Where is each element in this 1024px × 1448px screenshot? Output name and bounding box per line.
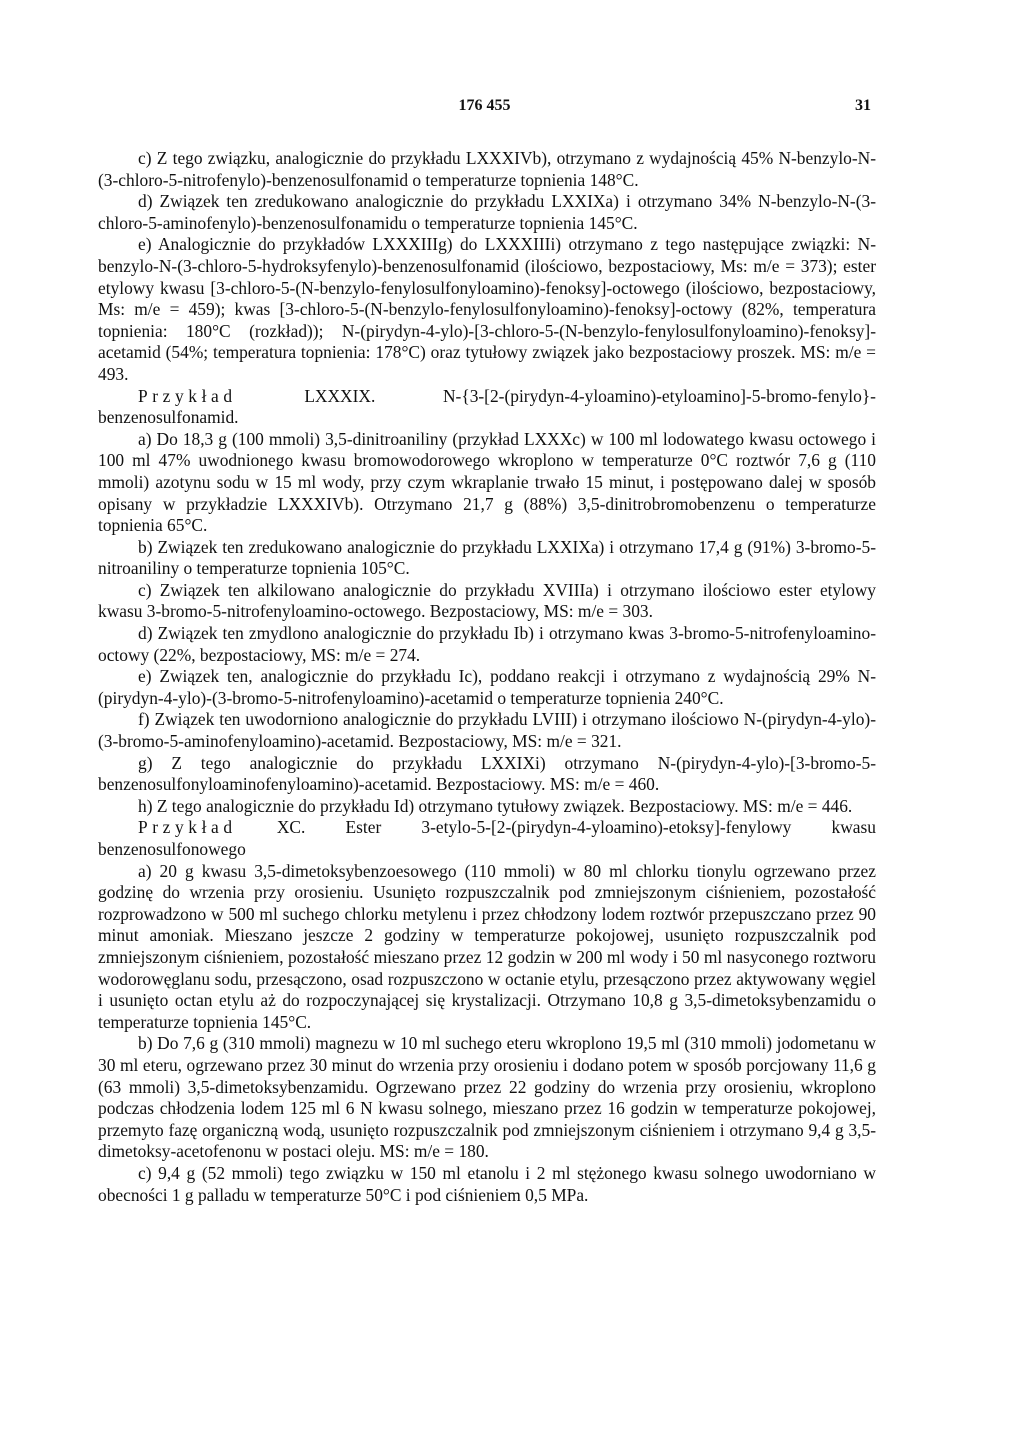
example-90-step-c: c) 9,4 g (52 mmoli) tego związku w 150 ml etanolu i 2 ml stężonego kwasu solnego uwodorniano w obecności 1 g palladu w temperaturze 50°C i pod ciśnieniem 0,5 MPa.: [98, 1162, 876, 1205]
page-header: [98, 97, 871, 121]
example-90-title: Ester 3-etylo-5-[2-(pirydyn-4-yloamino)-etoksy]-fenylowy kwasu benzenosulfonowego: [98, 817, 876, 859]
paragraph-d: d) Związek ten zredukowano analogicznie do przykładu LXXIXa) i otrzymano 34% N-benzylo-N-(3-chloro-5-aminofenylo)-benzenosulfonamidu o temperaturze topnienia 145°C.: [98, 191, 876, 233]
example-89-label: Przykład: [138, 385, 237, 406]
example-89-step-c: c) Związek ten alkilowano analogicznie do przykładu XVIIIa) i otrzymano ilościowo ester etylowy kwasu 3-bromo-5-nitrofenyloamino-octowego. Bezpostaciowy, MS: m/e = 303.: [98, 579, 876, 622]
example-90-step-a: a) 20 g kwasu 3,5-dimetoksybenzoesowego (110 mmoli) w 80 ml chlorku tionylu ogrzewano przez godzinę do wrzenia przy orosieniu. Usunięto rozpuszczalnik pod zmniejszonym ciśnieniem, pozostałość rozprowadzono w 500 ml suchego chlorku metylenu i przez chłodzony lodem roztwór przepuszczano przez 90 minut amoniak. Mieszano jeszcze 2 godziny w temperaturze pokojowej, usunięto rozpuszczalnik pod zmniejszonym ciśnieniem, pozostałość mieszano przez 12 godzin w 200 ml wody i 50 ml nasyconego roztworu wodorowęglanu sodu, przesączono, osad rozpuszczono w octanie etylu, przesączono przez aktywowany węgiel i usunięto octan etylu aż do rozpoczynającej się krystalizacji. Otrzymano 10,8 g 3,5-dimetoksybenzamidu o temperaturze topnienia 145°C.: [98, 860, 876, 1032]
paragraph-c: c) Z tego związku, analogicznie do przykładu LXXXIVb), otrzymano z wydajnością 45% N-benzylo-N-(3-chloro-5-nitrofenylo)-benzenosulfonamid o temperaturze topnienia 148°C.: [98, 148, 876, 190]
example-89-number: LXXXIX.: [304, 385, 376, 406]
example-90-heading: [98, 817, 876, 860]
example-89-step-b: b) Związek ten zredukowano analogicznie do przykładu LXXIXa) i otrzymano 17,4 g (91%) 3-bromo-5-nitroaniliny o temperaturze topnienia 105°C.: [98, 536, 876, 579]
example-90-number: XC.: [276, 817, 306, 838]
example-89-step-g: g) Z tego analogicznie do przykładu LXXIXi) otrzymano N-(pirydyn-4-ylo)-[3-bromo-5-benzenosulfonyloaminofenyloamino)-acetamid. Bezpostaciowy. MS: m/e = 460.: [98, 752, 876, 795]
example-90-step-b: b) Do 7,6 g (310 mmoli) magnezu w 10 ml suchego eteru wkroplono 19,5 ml (310 mmoli) jodometanu w 30 ml eteru, ogrzewano przez 30 minut do wrzenia przy orosieniu i dodano potem w sposób porcjowany 11,6 g (63 mmoli) 3,5-dimetoksybenzamidu. Ogrzewano przez 22 godziny do wrzenia przy orosieniu, wkroplono podczas chłodzenia lodem 125 ml 6 N kwasu solnego, mieszano przez 16 godzin w temperaturze pokojowej, przemyto fazę organiczną wodą, usunięto rozpuszczalnik pod zmniejszonym ciśnieniem i otrzymano 9,4 g 3,5-dimetoksy-acetofenonu w postaci oleju. MS: m/e = 180.: [98, 1033, 876, 1162]
example-89-heading: [98, 386, 876, 429]
document-body: [98, 148, 876, 1206]
example-89-step-d: d) Związek ten zmydlono analogicznie do przykładu Ib) i otrzymano kwas 3-bromo-5-nitrofenyloamino-octowy (22%, bezpostaciowy, MS: m/e = 274.: [98, 623, 876, 665]
example-89-step-a: a) Do 18,3 g (100 mmoli) 3,5-dinitroaniliny (przykład LXXXc) w 100 ml lodowatego kwasu octowego i 100 ml 47% uwodnionego kwasu bromowodorowego wkroplono w temperaturze 0°C roztwór 7,6 g (110 mmoli) azotynu sodu w 15 ml wody, przy czym wkraplanie trwało 15 minut, i postępowano dalej w sposób opisany w przykładzie LXXXIVb). Otrzymano 21,7 g (88%) 3,5-dinitrobromobenzenu o temperaturze topnienia 65°C.: [98, 428, 876, 536]
example-89-step-f: f) Związek ten uwodorniono analogicznie do przykładu LVIII) i otrzymano ilościowo N-(pirydyn-4-ylo)-(3-bromo-5-aminofenyloamino)-acetamid. Bezpostaciowy, MS: m/e = 321.: [98, 709, 876, 752]
document-number: 176 455: [458, 97, 511, 114]
page-number: 31: [855, 97, 871, 114]
example-89-step-e: e) Związek ten, analogicznie do przykładu Ic), poddano reakcji i otrzymano z wydajnością 29% N-(pirydyn-4-ylo)-(3-bromo-5-nitrofenyloamino)-acetamid o temperaturze topnienia 240°C.: [98, 666, 876, 708]
example-89-step-h: h) Z tego analogicznie do przykładu Id) otrzymano tytułowy związek. Bezpostaciowy. MS: m/e = 446.: [138, 795, 853, 816]
example-89-title: N-{3-[2-(pirydyn-4-yloamino)-etyloamino]-5-bromo-fenylo}-benzenosulfonamid.: [98, 385, 876, 428]
paragraph-e: e) Analogicznie do przykładów LXXXIIIg) do LXXXIIIi) otrzymano z tego następujące związki: N-benzylo-N-(3-chloro-5-hydroksyfenylo)-benzenosulfonamid (ilościowo, bezpostaciowy, Ms: m/e = 373); ester etylowy kwasu [3-chloro-5-(N-benzylo-fenylosulfonyloamino)-fenoksy]-octowego (ilościowo, bezpostaciowy, Ms: m/e = 459); kwas [3-chloro-5-(N-benzylo-fenylosulfonyloamino)-fenoksy]-octowy (82%, temperatura topnienia: 180°C (rozkład)); N-(pirydyn-4-ylo)-[3-chloro-5-(N-benzylo-fenylosulfonyloamino)-fenoksy]-acetamid (54%; temperatura topnienia: 178°C) oraz tytułowy związek jako bezpostaciowy proszek. MS: m/e = 493.: [98, 234, 876, 384]
example-90-label: Przykład: [138, 817, 237, 838]
